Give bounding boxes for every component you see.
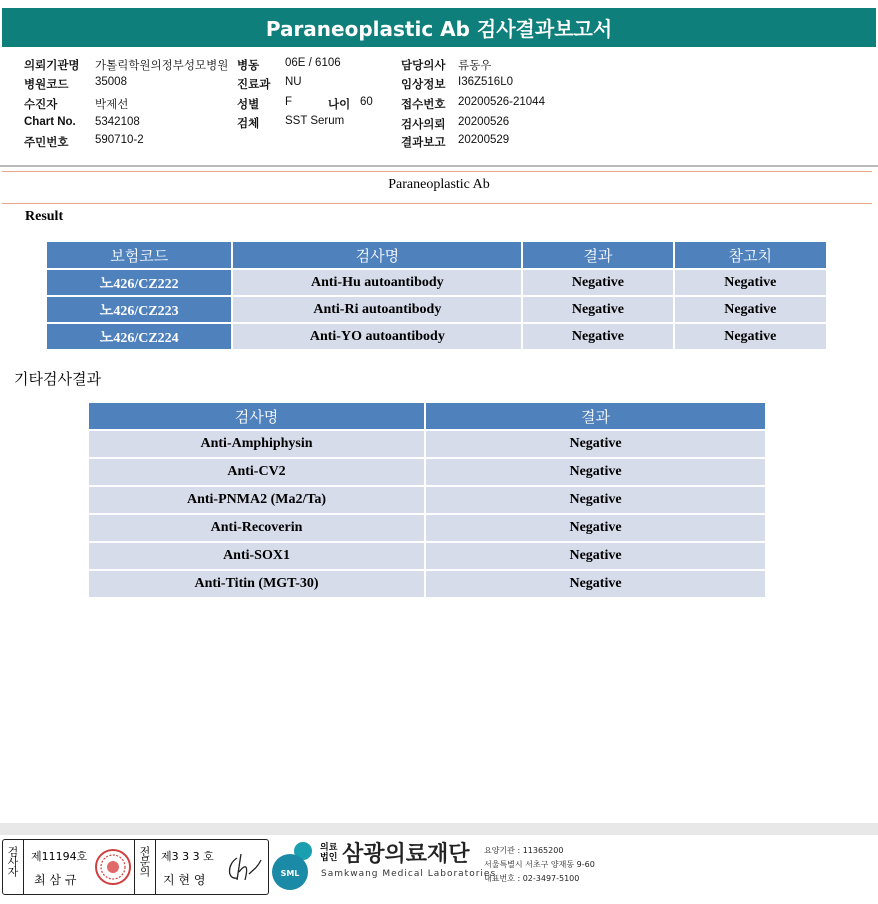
tester-label: 검사자 <box>6 846 19 876</box>
result-cell: Negative <box>425 430 766 458</box>
info-value: 가톨릭학원의정부성모병원 <box>95 60 229 72</box>
result-cell: Negative <box>522 296 673 323</box>
info-label: 수진자 <box>24 99 58 111</box>
other-results-heading: 기타검사결과 <box>14 370 101 388</box>
org-english-name: Samkwang Medical Laboratories <box>321 869 497 879</box>
org-detail-line: 요양기관 : 11365200 <box>484 846 564 855</box>
result-cell: Negative <box>425 570 766 598</box>
insurance-code-cell: 노426/CZ224 <box>46 323 232 350</box>
seal-stamp-icon <box>94 848 132 886</box>
org-name: 삼광의료재단 <box>342 842 470 867</box>
info-label: 진료과 <box>237 79 271 91</box>
table-row <box>88 458 766 486</box>
table-row <box>88 570 766 598</box>
sml-logo-icon <box>270 839 318 891</box>
test-name-cell: Anti-Recoverin <box>88 514 425 542</box>
info-value: 20200526-21044 <box>458 96 545 108</box>
column-header: 검사명 <box>232 241 522 269</box>
signature-icon <box>223 850 263 886</box>
info-value: 20200526 <box>458 116 510 128</box>
reference-cell: Negative <box>674 269 827 296</box>
org-prefix-1: 의료 <box>320 843 338 853</box>
org-details <box>484 844 595 886</box>
info-label: 병동 <box>237 60 260 72</box>
info-label: 병원코드 <box>24 79 69 91</box>
info-value: F <box>285 96 293 108</box>
info-value: 60 <box>360 96 373 108</box>
info-value: 06E / 6106 <box>285 57 341 69</box>
insurance-code-cell: 노426/CZ222 <box>46 269 232 296</box>
info-label: 검체 <box>237 118 260 130</box>
test-name-cell: Anti-Titin (MGT-30) <box>88 570 425 598</box>
sml-logo-text: SML <box>280 869 300 878</box>
test-name-cell: Anti-YO autoantibody <box>232 323 522 350</box>
table-header-row <box>88 402 766 430</box>
test-name-cell: Anti-SOX1 <box>88 542 425 570</box>
insurance-code-cell: 노426/CZ223 <box>46 296 232 323</box>
result-heading: Result <box>25 209 64 224</box>
info-label: 성별 <box>237 99 260 111</box>
table-row <box>46 323 827 350</box>
info-value: I36Z516L0 <box>458 76 513 88</box>
column-header: 보험코드 <box>46 241 232 269</box>
result-cell: Negative <box>425 514 766 542</box>
reference-cell: Negative <box>674 323 827 350</box>
test-name-cell: Anti-PNMA2 (Ma2/Ta) <box>88 486 425 514</box>
reviewer-license-no: 제3 3 3 호 <box>161 850 214 863</box>
tester-name: 최 삼 규 <box>34 873 77 887</box>
info-label: 검사의뢰 <box>401 119 446 131</box>
info-label: 담당의사 <box>401 60 446 72</box>
info-value: 35008 <box>95 76 127 88</box>
other-results-table <box>87 401 767 599</box>
result-cell: Negative <box>522 269 673 296</box>
test-name-cell: Anti-CV2 <box>88 458 425 486</box>
table-row <box>88 514 766 542</box>
column-header: 결과 <box>425 402 766 430</box>
info-value: 박제선 <box>95 99 129 111</box>
info-label: 결과보고 <box>401 137 446 149</box>
patient-info <box>0 0 878 160</box>
signature-box <box>2 839 269 895</box>
result-cell: Negative <box>425 458 766 486</box>
divider <box>2 203 872 204</box>
table-row <box>88 486 766 514</box>
divider <box>2 171 872 172</box>
reference-cell: Negative <box>674 296 827 323</box>
table-row <box>88 542 766 570</box>
info-label: 접수번호 <box>401 99 446 111</box>
report-title: Paraneoplastic Ab 검사결과보고서 <box>2 8 876 47</box>
info-value: SST Serum <box>285 115 345 127</box>
info-label: Chart No. <box>24 116 76 128</box>
info-value: 590710-2 <box>95 134 144 146</box>
table-row <box>46 296 827 323</box>
table-row <box>88 430 766 458</box>
info-label: 나이 <box>328 99 351 111</box>
org-detail-line: 대표번호 : 02-3497-5100 <box>484 874 580 883</box>
test-name-cell: Anti-Amphiphysin <box>88 430 425 458</box>
info-value: 20200529 <box>458 134 510 146</box>
reviewer-label-cell <box>134 840 156 894</box>
info-label: 임상정보 <box>401 79 446 91</box>
info-label: 주민번호 <box>24 137 69 149</box>
divider <box>0 165 878 167</box>
test-name-cell: Anti-Hu autoantibody <box>232 269 522 296</box>
info-label: 의뢰기관명 <box>24 60 80 72</box>
org-prefix <box>320 843 337 863</box>
reviewer-name: 지 현 영 <box>163 873 206 887</box>
result-cell: Negative <box>425 486 766 514</box>
column-header: 참고치 <box>674 241 827 269</box>
section-title: Paraneoplastic Ab <box>388 177 490 192</box>
info-value: 류동우 <box>458 60 492 72</box>
result-cell: Negative <box>425 542 766 570</box>
tester-label-cell <box>3 840 24 894</box>
tester-license-no: 제11194호 <box>31 850 88 863</box>
column-header: 결과 <box>522 241 673 269</box>
table-row <box>46 269 827 296</box>
footer-divider <box>0 823 878 835</box>
column-header: 검사명 <box>88 402 425 430</box>
table-header-row <box>46 241 827 269</box>
info-value: NU <box>285 76 302 88</box>
reviewer-label: 전문의 <box>138 846 151 876</box>
org-detail-line: 서울특별시 서초구 양재동 9-60 <box>484 860 595 869</box>
test-name-cell: Anti-Ri autoantibody <box>232 296 522 323</box>
result-table <box>45 240 828 351</box>
info-value: 5342108 <box>95 116 140 128</box>
result-cell: Negative <box>522 323 673 350</box>
org-prefix-2: 법인 <box>320 853 338 863</box>
